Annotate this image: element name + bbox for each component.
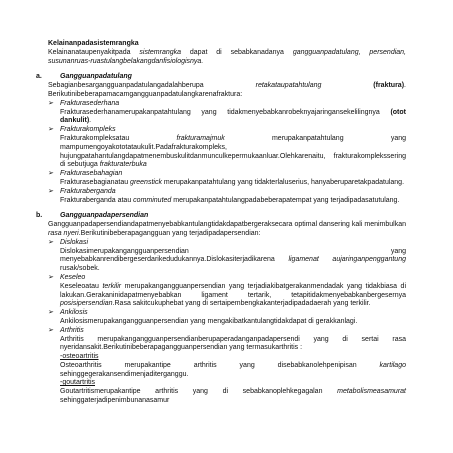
section-a-intro: Sebagianbesargangguanpadatulangadalahberupa retakataupatahtulang (fraktura). Berikutinibeberapamacamgangguanpadatulangkarenafraktura: xyxy=(48,82,406,98)
persendian-list xyxy=(48,239,406,406)
heading-a xyxy=(36,73,406,82)
fraktura-list xyxy=(48,100,406,206)
subtype-text: Osteoarthritis merupakantipe arthritis yang disebabkanolehpenipisan kartilago sehinggegerakansendimenjaditerganggu. xyxy=(60,361,406,378)
arrow-bullet-icon: ➢ xyxy=(48,99,54,107)
section-title: Kelainanpadasistemrangka xyxy=(48,40,139,47)
arrow-bullet-icon: ➢ xyxy=(48,273,54,281)
heading-b xyxy=(36,212,406,221)
arrow-bullet-icon: ➢ xyxy=(48,126,54,134)
list-item-text: Frakturaberganda atau comminuted merupakanpatahtulangpadabeberapatempat yang terjadipadasatutulang. xyxy=(60,196,400,204)
list-item: ➢ Frakturakompleks xyxy=(48,126,116,134)
arrow-bullet-icon: ➢ xyxy=(48,170,54,178)
intro-paragraph: Kelainanataupenyakitpada sistemrangka dapat di sebabkanadanya gangguanpadatulang, persendian, susunanruas-ruastulangbelakangdanfisiologisnya. xyxy=(48,48,406,65)
list-item: ➢ Arthritis xyxy=(48,326,84,334)
list-item-text: Frakturasebagianatau greenstick merupakanpatahtulang yang tidakterlaluserius, hanyaberuparetakpadatulang. xyxy=(60,178,405,186)
subtype-title: -goutartritis xyxy=(60,379,96,387)
arrow-bullet-icon: ➢ xyxy=(48,238,54,246)
list-item-text: Arthritis merupakangangguanpersendianberupaperadanganpadapersendi yang di sertai rasa nyeridansakit.Berikutinibeberapagangguanpersendian yang termasukarthritis : xyxy=(60,335,406,352)
list-item-text: Frakturasederhanamerupakanpatahtulang yang tidakmenyebabkanrobeknyajaringansekelilingnya (otot dankulit). xyxy=(60,108,406,125)
list-item-text: Ankilosismerupakangangguanpersendian yang mengakibatkantulangtidakdapat di gerakkanlagi. xyxy=(60,317,358,325)
subtype-text: Goutartritismerupakantipe arthritis yang di sebabkanoplehkegagalan metabolismeasamurat sehinggaterjadipenimbunanasamur xyxy=(60,388,406,405)
arrow-bullet-icon: ➢ xyxy=(48,187,54,195)
arrow-bullet-icon: ➢ xyxy=(48,326,54,334)
heading-a-letter: a. xyxy=(36,73,42,81)
list-item: ➢ Frakturaberganda xyxy=(48,187,116,195)
arrow-bullet-icon: ➢ xyxy=(48,309,54,317)
list-item-text: Frakturakompleksatau frakturamajmuk merupakanpatahtulang yang mampumengoyakototataukulit.Padafrakturakompleks, hujungpatahantulangdapatmenembuskulitdanmunculkepermukaanluar.Olehkarenaitu, frakturakomplekssering di sebutjuga frakturaterbuka xyxy=(60,134,406,169)
list-item-text: Dislokasimerupakangangguanpersendian yang menyebabkanrendibergeserdarikedudukannya.Dislokasiterjadikarena ligamenat aujaringanpenggantung rusak/sobek. xyxy=(60,247,406,273)
heading-a-title: Gangguanpadatulang xyxy=(60,73,132,81)
subtype-title: -osteoartritis xyxy=(60,353,99,361)
heading-b-letter: b. xyxy=(36,212,43,220)
list-item: ➢ Dislokasi xyxy=(48,238,89,246)
section-b-intro: Gangguanpadapersendiandapatmenyebabkantulangtidakdapatbergeraksecara optimal dansering kali menimbulkan rasa nyeri.Berikutinibeberapagangguan yang terjadipadapersendian: xyxy=(48,221,406,237)
list-item: ➢ Frakturasederhana xyxy=(48,99,120,107)
list-item-text: Keseleoatau terkilir merupakangangguanpersendian yang terjadiakibatgerakanmendadak yang tidakbiasa di lakukan.Gerakaninidapatmenyebabkan ligament tertarik, tetapitidakmenyebabkanbergesernya posisipersendian.Rasa sakitcukuphebat yang di sertaipembengkakanterjadipadadaerah yang terkilir. xyxy=(60,282,407,308)
list-item: ➢ Ankilosis xyxy=(48,309,88,317)
arthritis-subtypes xyxy=(60,353,406,406)
document-page xyxy=(36,40,406,406)
list-item: ➢ Keseleo xyxy=(48,273,86,281)
list-item: ➢ Frakturasebahagian xyxy=(48,170,123,178)
heading-b-title: Gangguanpadapersendian xyxy=(60,212,149,220)
